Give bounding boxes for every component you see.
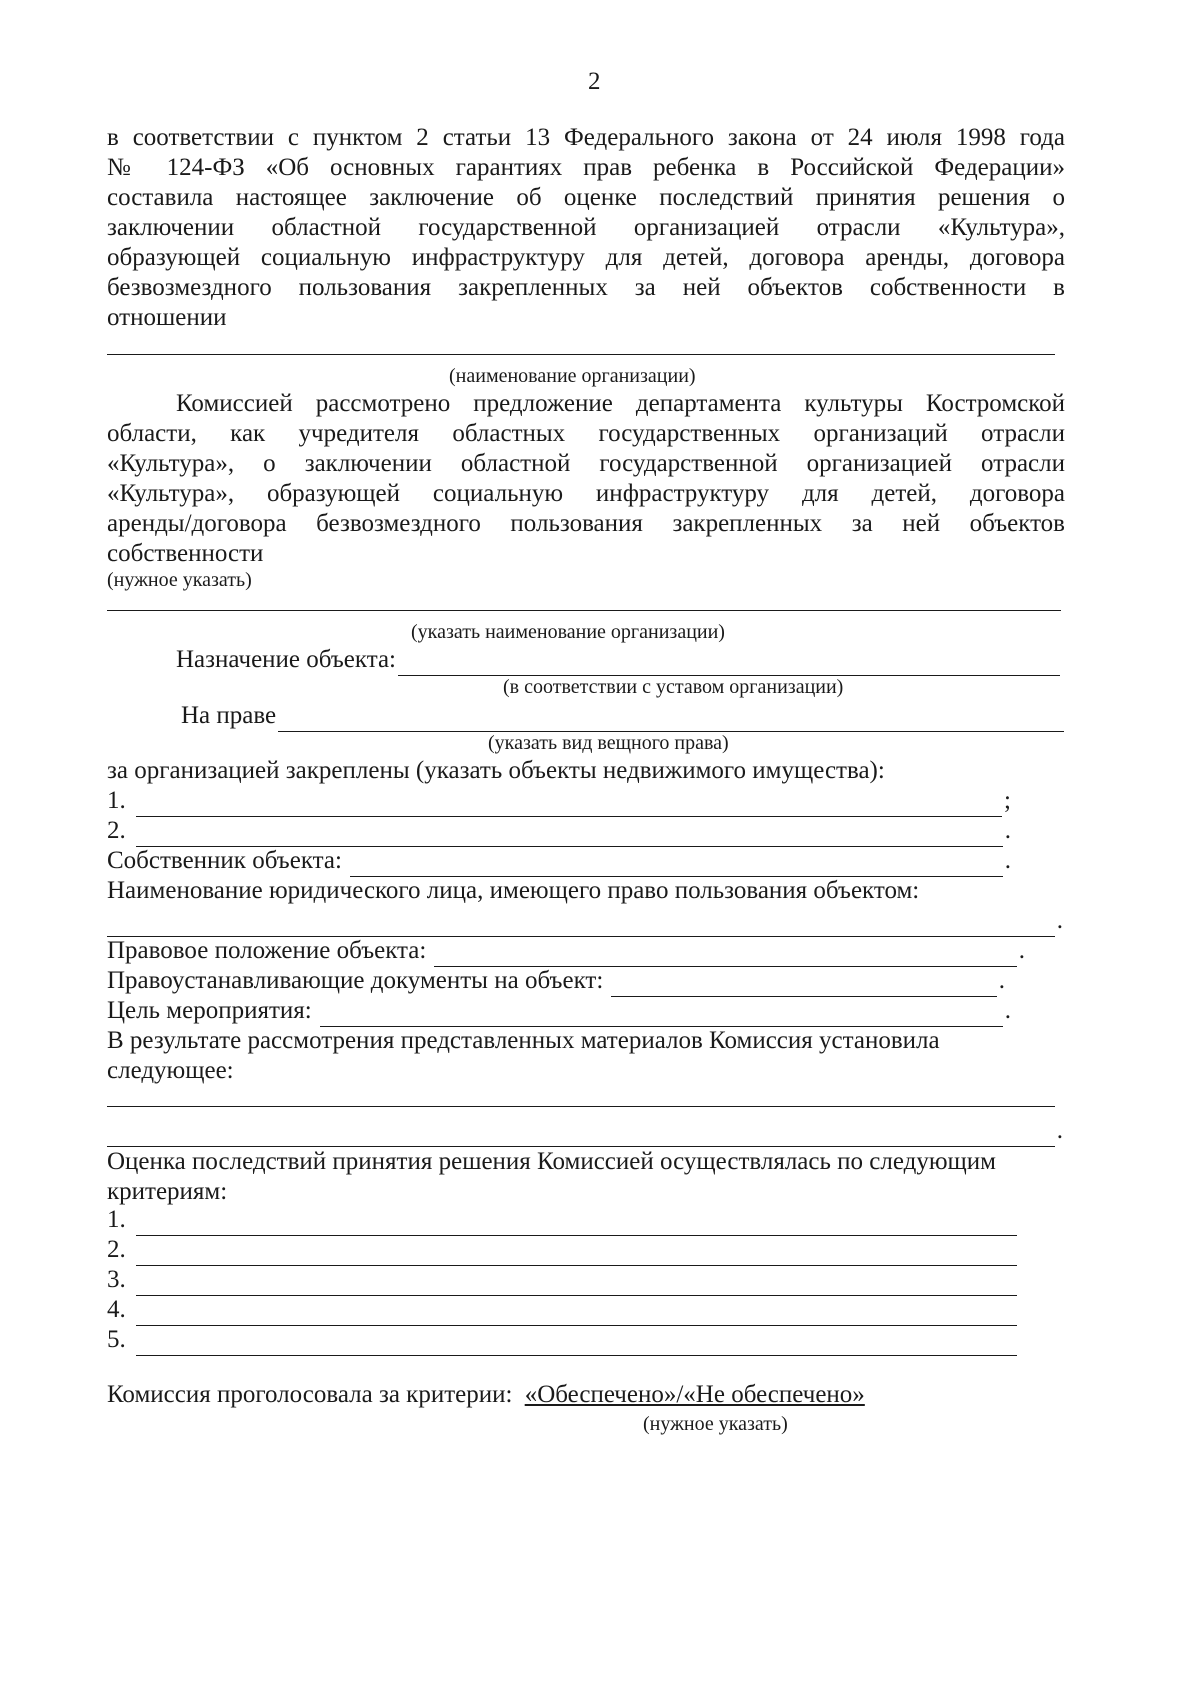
result-row-2 (107, 1115, 1063, 1147)
assigned-item-end: ; (1004, 787, 1011, 814)
assigned-item-1 (107, 785, 1011, 817)
title-docs-row (107, 965, 1005, 997)
commission-line-4: «Культура», образующей социальную инфраструктуру для детей, договора (107, 480, 1065, 507)
note-needed-1: (нужное указать) (107, 569, 252, 591)
assigned-item-field[interactable] (136, 822, 1003, 847)
criteria-item-3 (107, 1264, 1019, 1296)
legal-entity-label: Наименование юридического лица, имеющего право пользования объектом: (107, 877, 920, 904)
result-end: . (1056, 1117, 1063, 1144)
commission-line-3: «Культура», о заключении областной государственной организацией отрасли (107, 450, 1065, 477)
note-org-name: (наименование организации) (449, 365, 696, 387)
criteria-item-number: 3. (107, 1266, 126, 1293)
intro-line-1: в соответствии с пунктом 2 статьи 13 Федерального закона от 24 июля 1998 года (107, 124, 1065, 151)
legal-entity-field[interactable] (107, 912, 1055, 937)
owner-end: . (1004, 847, 1011, 874)
legal-entity-end: . (1056, 907, 1063, 934)
criteria-item-5 (107, 1324, 1019, 1356)
title-docs-label: Правоустанавливающие документы на объект: (107, 967, 604, 994)
legal-status-row (107, 935, 1025, 967)
intro-line-5: образующей социальную инфраструктуру для детей, договора аренды, договора (107, 244, 1065, 271)
commission-line-5: аренды/договора безвозмездного пользования закрепленных за ней объектов (107, 510, 1065, 537)
criteria-item-number: 1. (107, 1206, 126, 1233)
result-line-1: В результате рассмотрения представленных материалов Комиссия установила (107, 1027, 940, 1054)
title-docs-end: . (998, 967, 1005, 994)
commission-line-6: собственности (107, 540, 264, 567)
criteria-line-1: Оценка последствий принятия решения Комиссией осуществлялась по следующим (107, 1148, 996, 1175)
owner-row (107, 845, 1011, 877)
intro-line-4: заключении областной государственной организацией отрасли «Культура», (107, 214, 1065, 241)
criteria-item-field[interactable] (136, 1211, 1017, 1236)
commission-line-1: Комиссией рассмотрено предложение департамента культуры Костромской (176, 390, 1065, 417)
title-docs-field[interactable] (611, 972, 996, 997)
right-row (181, 700, 1066, 732)
right-label: На праве (181, 702, 277, 729)
org-name-line (107, 354, 1055, 355)
result-line-field-1[interactable] (107, 1106, 1055, 1107)
purpose-field[interactable] (398, 651, 1060, 676)
page-number: 2 (588, 68, 601, 95)
right-field[interactable] (278, 707, 1064, 732)
assigned-item-2 (107, 815, 1011, 847)
intro-line-7: отношении (107, 304, 227, 331)
intro-line-6: безвозмездного пользования закрепленных за ней объектов собственности в (107, 274, 1065, 301)
note-specify-org: (указать наименование организации) (411, 621, 725, 643)
result-line-2: следующее: (107, 1057, 234, 1084)
assigned-item-number: 2. (107, 817, 126, 844)
event-goal-end: . (1004, 997, 1011, 1024)
owner-label: Собственник объекта: (107, 847, 342, 874)
assigned-label: за организацией закреплены (указать объекты недвижимого имущества): (107, 757, 885, 784)
note-charter: (в соответствии с уставом организации) (503, 676, 844, 698)
intro-line-2: № 124-ФЗ «Об основных гарантиях прав ребенка в Российской Федерации» (107, 154, 1065, 181)
criteria-line-2: критериям: (107, 1178, 228, 1205)
specify-org-line (107, 610, 1061, 611)
commission-line-2: области, как учредителя областных государственных организаций отрасли (107, 420, 1065, 447)
criteria-item-number: 5. (107, 1326, 126, 1353)
legal-status-field[interactable] (434, 942, 1016, 967)
criteria-item-number: 2. (107, 1236, 126, 1263)
criteria-item-field[interactable] (136, 1271, 1017, 1296)
criteria-item-field[interactable] (136, 1241, 1017, 1266)
purpose-label: Назначение объекта: (176, 646, 396, 673)
criteria-item-field[interactable] (136, 1301, 1017, 1326)
criteria-item-2 (107, 1234, 1019, 1266)
owner-field[interactable] (350, 852, 1003, 877)
criteria-item-number: 4. (107, 1296, 126, 1323)
assigned-item-number: 1. (107, 787, 126, 814)
criteria-item-1 (107, 1204, 1019, 1236)
note-right-type: (указать вид вещного права) (488, 732, 729, 754)
legal-entity-row (107, 905, 1063, 937)
criteria-item-4 (107, 1294, 1019, 1326)
event-goal-label: Цель мероприятия: (107, 997, 312, 1024)
purpose-row (176, 644, 1062, 676)
event-goal-field[interactable] (320, 1002, 1003, 1027)
legal-status-end: . (1018, 937, 1025, 964)
event-goal-row (107, 995, 1011, 1027)
vote-label: Комиссия проголосовала за критерии: (107, 1381, 513, 1408)
note-needed-2: (нужное указать) (643, 1413, 788, 1435)
assigned-item-field[interactable] (136, 792, 1002, 817)
result-line-field-2[interactable] (107, 1122, 1055, 1147)
assigned-item-end: . (1004, 817, 1011, 844)
vote-row (107, 1379, 865, 1411)
legal-status-label: Правовое положение объекта: (107, 937, 427, 964)
intro-line-3: составила настоящее заключение об оценке последствий принятия решения о (107, 184, 1065, 211)
criteria-item-field[interactable] (136, 1331, 1017, 1356)
vote-options: «Обеспечено»/«Не обеспечено» (524, 1381, 865, 1408)
